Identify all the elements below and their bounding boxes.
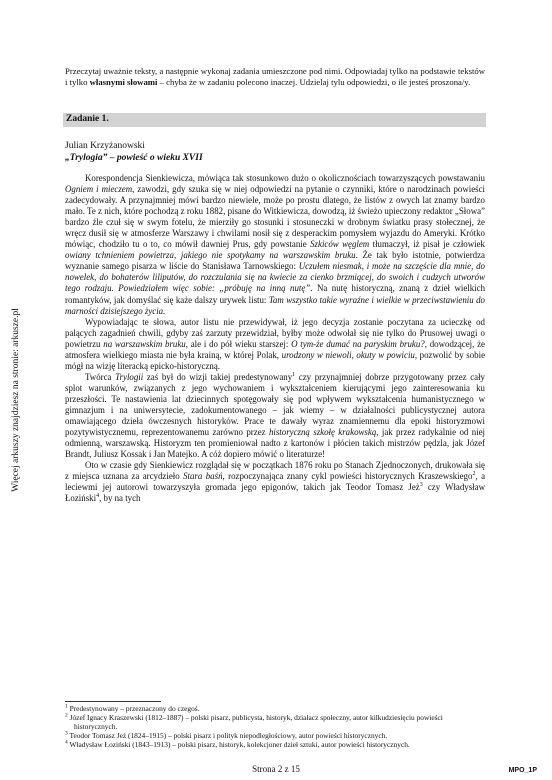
paragraph-1 xyxy=(65,173,485,317)
instructions-bold: własnymi słowami xyxy=(89,77,158,88)
task-header-bar xyxy=(63,113,486,127)
task-label: Zadanie 1. xyxy=(66,114,109,124)
footnote-number: 2 xyxy=(65,712,68,719)
footnote-1 xyxy=(65,704,485,713)
italic-run: Szkiców węglem xyxy=(310,239,370,250)
italic-run: Trylogii xyxy=(115,371,144,382)
text-run: , zawodzi, gdy szuka się w niej odpowiedzi na pytanie o czynniki, które o narodzinach powieści zadecydowały. A przynajmniej mówi bardzo niewiele, może po prostu dlatego, że listów z owych lat znamy bardzo mało. Te z nich, które pochodzą z roku 1882, pisane do Witkiewicza, dowodzą, iż świeżo upieczony redaktor „Słowa” bardzo źle czuł się w swym fotelu, że mierziły go stosunki i stosuneczki w drobnym światku prasy stołecznej, że wręcz dusił się w atmosferze Warszawy i chwilami nosił się z desperackim pomysłem wyjazdu do Ameryki. Krótko mówiąc, chodziło tu o to, co mówił dawniej Prus, gdy powstanie xyxy=(65,184,486,250)
text-run: , by na tych xyxy=(99,493,141,504)
text-run: , a leciewmi jej autorowi towarzyszyła gromada jego epigonów, takich jak Teodor Tomasz Jeż xyxy=(65,471,486,493)
footnote-3 xyxy=(65,731,485,740)
side-note: Więcej arkuszy znajdziesz na stronie: arkusze.pl xyxy=(11,308,21,492)
footnote-2 xyxy=(65,713,485,731)
italic-run: Ogniem i mieczem xyxy=(65,184,133,195)
text-run: czy Władysław Łoziński xyxy=(65,482,485,504)
paragraph-2 xyxy=(65,317,485,372)
footnote-text: Teodor Tomasz Jeż (1824–1915) – polski pisarz i polityk niepodległościowy, autor powieści historycznych. xyxy=(67,731,388,741)
instructions-part2: – chyba że w zadaniu polecono inaczej. Udzielaj tylu odpowiedzi, o ile jesteś proszona/y. xyxy=(157,77,471,88)
instructions xyxy=(65,66,485,88)
text-run: Wypowiadając te słowa, autor listu nie przewidywał, iż jego decyzja zostanie poczytana za ucieczkę od palących zagadnień chwili, gdyby zaś zarzuty przewidział, byłby może odwołał się nie tylko do Prusowej uwagi o powietrzu xyxy=(65,316,485,349)
text-run: Oto w czasie gdy Sienkiewicz rozglądał się w początkach 1876 roku po Stanach Zjednoczonych, drukowała się z miejsca uznana za arcydzieło xyxy=(65,460,485,482)
page-number: Strona 2 z 15 xyxy=(252,764,300,774)
footnote-number: 1 xyxy=(65,703,68,710)
text-run: . Że tak było istotnie, potwierdza wyznanie samego pisarza w liście do Stanisława Tarnowskiego: xyxy=(65,250,485,272)
italic-run: owiany tchnieniem powietrza, jakiego nie spotykamy na warszawskim bruku xyxy=(65,250,356,261)
text-run: , ale i do pół wieku starszej: xyxy=(185,338,292,349)
exam-code: MPO_1P xyxy=(508,767,537,774)
footnotes xyxy=(65,704,485,749)
text-author: Julian Krzyżanowski xyxy=(65,141,145,151)
text-run: , rozpoczynająca znany cykl powieści historycznych Kraszewskiego xyxy=(222,471,473,482)
footnote-text: Predestynowany – przeznaczony do czegoś. xyxy=(67,704,200,713)
text-run: czy przynajmniej dobrze przygotowany przez cały splot warunków, związanych z jego wychowaniem i wykształceniem kierującymi jego zainteresowania ku przeszłości. Te nastawienia lat dziecinnych spotęgowały się pod wpływem wykształcenia humanistycznego w gimnazjum i na uniwersytecie, zadokumentowanego – jak wiemy – w działalności publicystycznej autora omawiającego dzieła ówczesnych historyków. Prace te dawały wyraz znamiennemu dla epoki historyzmowi pozytywistycznemu, reprezentowanemu zarówno przez xyxy=(65,371,485,438)
text-run: , pozwolić by sobie mógł na wizję literacką epicko-historyczną. xyxy=(65,349,486,371)
italic-run: Uczułem niesmak, i może na szczęście dla mnie, do nowelek, do bohaterów liliputów, do rozczulania się na kwiecie za cienko brzmiącej, do swoich i cudzych utworów tego rodzaju. Powiedziałem więc sobie: „próbuję na inną nutę” xyxy=(65,261,485,294)
text-run: zaś był do wizji takiej predestynowany xyxy=(143,371,293,382)
footnote-ref: 2 xyxy=(472,471,476,478)
text-run: Korespondencja Sienkiewicza, mówiąca tak stosunkowo dużo o okolicznościach towarzyszących powstawaniu xyxy=(85,173,485,183)
italic-run: Tam wszystko takie wyraźne i wielkie w przeciwstawieniu do marności dzisiejszego życia. xyxy=(65,294,485,316)
italic-run: urodzony w niewoli, okuty w powiciu xyxy=(281,349,415,360)
text-run: Twórca xyxy=(85,371,116,382)
footnote-number: 3 xyxy=(65,730,68,737)
footnote-text: Władysław Łoziński (1843–1913) – polski pisarz, historyk, kolekcjoner dzieł sztuki, autor powieści historycznych. xyxy=(67,740,410,750)
text-run: , dowodzącej, że atmosfera wielkiego miasta nie była krainą, w której Polak, xyxy=(65,338,485,360)
footnote-text: Józef Ignacy Kraszewski (1812–1887) – polski pisarz, publicysta, historyk, działacz społeczny, autor kilkudziesięciu powieści historycznych. xyxy=(67,713,443,732)
italic-run: historyczną szkołę krakowską xyxy=(268,427,377,438)
footnote-number: 4 xyxy=(65,739,68,746)
text-run: . Na nutę historyczną, znaną z dzieł wielkich romantyków, jak domyślać się każe dalszy urywek listu: xyxy=(65,283,486,305)
italic-run: O tym-że dumać na paryskim bruku? xyxy=(291,338,425,349)
italic-run: Stara baśń xyxy=(183,471,223,482)
footnote-ref: 1 xyxy=(292,371,296,378)
footnote-ref: 4 xyxy=(96,493,100,500)
text-run: , jak przez radykalnie od niej odmienną, warszawską. Historyzm ten promieniował nadto z kartonów i płócien takich mistrzów pędzla, jak Józef Brandt, Juliusz Kossak i Jan Matejko. A cóż dopiero mówić o literaturze! xyxy=(65,427,486,460)
paragraph-4 xyxy=(65,460,485,504)
footnote-ref: 3 xyxy=(419,482,423,489)
paragraph-3 xyxy=(65,372,485,460)
footnote-divider xyxy=(65,701,161,702)
text-run: tłumaczył, iż pisał je człowiek xyxy=(369,239,485,250)
text-title: „Trylogia” – powieść o wieku XVII xyxy=(65,153,203,163)
italic-run: na warszawskim bruku xyxy=(103,338,186,349)
body-text xyxy=(65,173,485,504)
instructions-part1: Przeczytaj uważnie teksty, a następnie wykonaj zadania umieszczone pod nimi. Odpowiadaj tylko na podstawie tekstów i tylko xyxy=(65,66,485,88)
footnote-4 xyxy=(65,740,485,749)
